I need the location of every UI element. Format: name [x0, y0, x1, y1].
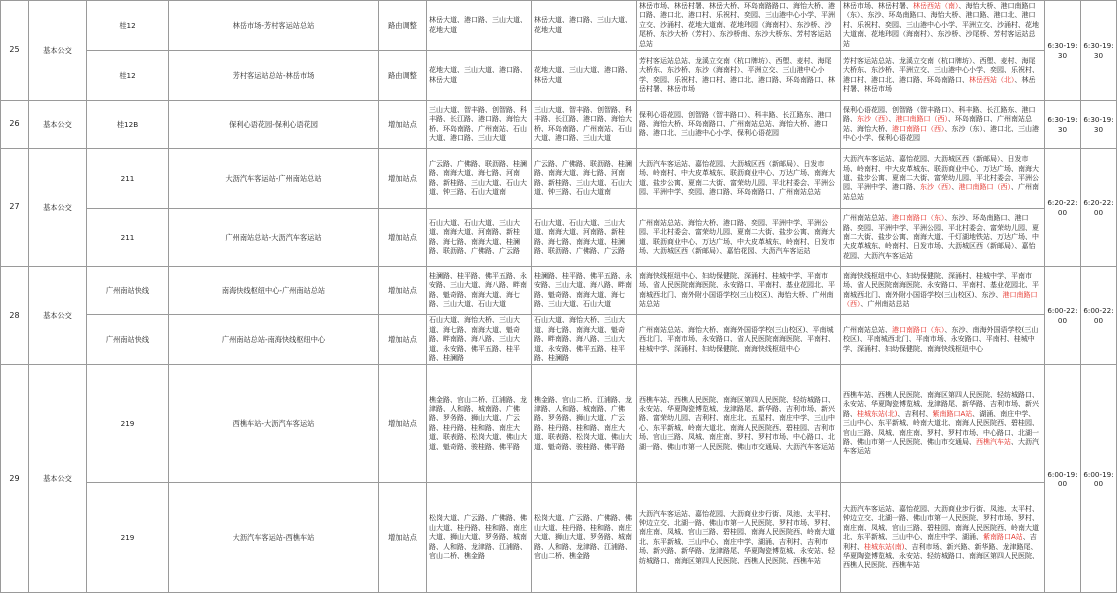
- line-name: 219: [87, 365, 169, 483]
- new-stop-highlight: 港口南路口（西）: [958, 183, 1011, 192]
- table-row: [1, 267, 1117, 315]
- stops-after: [841, 209, 1045, 267]
- stop-text: 、环岛南路口、广州南站总站、海怡大桥、: [843, 115, 1032, 133]
- service-time-before: 6:20-22:00: [1045, 149, 1081, 267]
- table-row: [1, 315, 1117, 365]
- new-stop-highlight: 港口南路口（东）: [892, 214, 945, 223]
- route-direction: 广州南站总站-南海快线枢纽中心: [169, 315, 379, 365]
- line-name: 219: [87, 483, 169, 593]
- new-stop-highlight: 桂城东站(南): [864, 542, 905, 551]
- table-row: [1, 1, 1117, 51]
- route-direction: 大沥汽车客运站-西樵车站: [169, 483, 379, 593]
- adjust-type: 增加站点: [379, 267, 427, 315]
- new-stop-highlight: 东沙（西）: [920, 183, 952, 192]
- roads-before: 樵金路、官山二桥、江浦路、龙津路、人和路、城南路、广佛路、罗务路、狮山大道、广云路、桂丹路、桂和路、南庄大道、联表路、松岗大道、佛山大道、魁奇路、骏桂路、佛平路: [427, 365, 532, 483]
- stops-after: [841, 51, 1045, 101]
- row-number: 29: [1, 365, 29, 593]
- bus-type: 基本公交: [29, 149, 87, 267]
- roads-after: 石山大道、石山大道、三山大道、南海大道、河南路、新桂路、海七路、南海大道、桂澜路、联沥路、广佛路、广云路: [532, 209, 637, 267]
- roads-after: 广云路、广佛路、联沥路、桂澜路、南海大道、海七路、河南路、新桂路、三山大道、石山大道、钟三路、石山大道南: [532, 149, 637, 209]
- table-row: [1, 149, 1117, 209]
- stops-before: 南海快线枢纽中心、妇幼保健院、深涌村、桂城中学、平南市场、省人民医院南海医院、永安路口、平南村、基业花园北、平南城西北门、南外附小国语学校(三山校区)、海怡大桥、广州南站总站: [637, 267, 841, 315]
- adjust-type: 增加站点: [379, 365, 427, 483]
- roads-before: 石山大道、石山大道、三山大道、南海大道、河南路、新桂路、海七路、南海大道、桂澜路、联沥路、广佛路、广云路: [427, 209, 532, 267]
- line-name: 广州南站快线: [87, 315, 169, 365]
- service-time-before: 6:30-19:30: [1045, 1, 1081, 101]
- stop-text: 、东沙、南海外国语学校(三山校区)、平南城西北门、平南市场、永安路口、平南村、桂城中学、深涌村、妇幼保健院、南海快线枢纽中心: [843, 325, 1039, 353]
- row-number: 26: [1, 101, 29, 149]
- stop-text: 广州南站总站、: [843, 214, 892, 223]
- stop-text: 大沥汽车客运站、嘉怡花园、大沥城区西（新邮局）、日发市场、岭南村、中大皮革城东、联沥商业中心、万达广场、南海大道、盐步公寓、夏南二大街、富荣幼儿园、平北村委会、平洲公园、平洲中学、港口路、: [843, 155, 1039, 192]
- stops-before: 芳村客运站总站、龙溪立交南（杭口牌坊）、西塱、麦村、海尾大桥东、东沙桥、东沙（海南村）、平洲立交、三山港中心小学、奕园、乐祝村、港口村、港口北、港口路、环岛南路口、林岳村署、林岳市场: [637, 51, 841, 101]
- roads-after: 花地大道、三山大道、港口路、林岳大道: [532, 51, 637, 101]
- table-row: [1, 101, 1117, 149]
- stop-text: 、: [951, 183, 959, 192]
- roads-before: 桂澜路、桂平路、佛平五路、永安路、三山大道、海八路、畔南路、魁奇路、南海大道、海七路、三山大道、石山大道: [427, 267, 532, 315]
- bus-type: 基本公交: [29, 365, 87, 593]
- stops-after: [841, 483, 1045, 593]
- stops-after: [841, 101, 1045, 149]
- stop-text: 西樵车站、西樵人民医院、南海区第四人民医院、轻纺城路口、永安站、华夏陶瓷博览城、龙津路尾、新华路、吉利市场、新兴路、: [843, 390, 1039, 418]
- route-direction: 保利心语花园-保利心语花园: [169, 101, 379, 149]
- roads-before: 松岗大道、广云路、广佛路、佛山大道、桂丹路、桂和路、南庄大道、狮山大道、罗务路、城南路、人和路、龙津路、江浦路、官山二桥、樵金路: [427, 483, 532, 593]
- stop-text: 、吉利村、: [897, 409, 933, 418]
- new-stop-highlight: 港口南路口（西）: [892, 124, 945, 133]
- service-time-before: 6:30-19:30: [1045, 101, 1081, 149]
- stop-text: 林岳市场、林岳村署、: [843, 2, 913, 10]
- adjust-type: 增加站点: [379, 483, 427, 593]
- new-stop-highlight: 港口南路口（西）: [843, 290, 1038, 309]
- stops-before: 广州南站总站、海怡大桥、南海外国语学校(三山校区)、平南城西北门、平南市场、永安路口、省人民医院南海医院、平南村、桂城中学、深涌村、妇幼保健院、南海快线枢纽中心: [637, 315, 841, 365]
- route-direction: 林岳市场-芳村客运站总站: [169, 1, 379, 51]
- new-stop-highlight: 林岳西站（北）: [969, 75, 1015, 84]
- bus-type: 基本公交: [29, 267, 87, 365]
- new-stop-highlight: 紫南路口A站: [932, 409, 973, 418]
- line-name: 211: [87, 209, 169, 267]
- bus-type: 基本公交: [29, 1, 87, 101]
- route-direction: 南海快线枢纽中心-广州南站总站: [169, 267, 379, 315]
- roads-before: 三山大道、智丰路、创智路、科丰路、长江路、港口路、海怡大桥、环岛南路、广州南站、石山大道、港口路、三山大道: [427, 101, 532, 149]
- service-time-after: 6:00-19:00: [1081, 365, 1117, 593]
- bus-type: 基本公交: [29, 101, 87, 149]
- roads-before: 广云路、广佛路、联沥路、桂澜路、南海大道、海七路、河南路、新桂路、三山大道、石山大道、钟三路、石山大道南: [427, 149, 532, 209]
- table-row: [1, 51, 1117, 101]
- stop-text: 、东沙、环岛南路口、港口路、奕园、平洲中学、平洲公园、平北村委会、富荣幼儿园、夏南二大街、盐步公寓、南海大道、千灯湖地铁站、万达广场、中大皮革城东、岭南村、日发市场、大沥城区西（新邮局）、嘉怡花园、大沥汽车客运站: [843, 214, 1039, 260]
- stops-after: [841, 1, 1045, 51]
- route-direction: 西樵车站-大沥汽车客运站: [169, 365, 379, 483]
- stop-text: 南海快线枢纽中心、妇幼保健院、深涌村、桂城中学、平南市场、省人民医院南海医院、永安路口、平南村、基业花园北、平南城西北门、南外附小国语学校(三山校区)、东沙、: [843, 271, 1039, 299]
- row-number: 28: [1, 267, 29, 365]
- stops-after: [841, 149, 1045, 209]
- stops-before: 广州南站总站、海怡大桥、港口路、奕园、平洲中学、平洲公园、平北村委会、富荣幼儿园、夏南二大街、盐步公寓、南海大道、联沥商业中心、万达广场、中大皮革城东、岭南村、日发市场、大沥城区西（新邮局）、嘉怡花园、大沥汽车客运站: [637, 209, 841, 267]
- service-time-after: 6:00-22:00: [1081, 267, 1117, 365]
- new-stop-highlight: 桂城东站(北): [857, 409, 898, 418]
- adjust-type: 增加站点: [379, 315, 427, 365]
- adjust-type: 增加站点: [379, 101, 427, 149]
- stop-text: 、: [888, 115, 896, 124]
- service-time-after: 6:20-22:00: [1081, 149, 1117, 267]
- stops-before: 大沥汽车客运站、嘉怡花园、大沥城区西（新邮局）、日发市场、岭南村、中大皮革城东、联沥商业中心、万达广场、南海大道、盐步公寓、夏南二大街、富荣幼儿园、平北村委会、平洲公园、平洲中学、奕园、港口路、环岛南路口、广州南站总站: [637, 149, 841, 209]
- stop-text: 、大沥汽车客运站: [843, 438, 1039, 456]
- stop-text: 、林岳村署、林岳市场: [843, 75, 1036, 94]
- line-name: 广州南站快线: [87, 267, 169, 315]
- stop-text: 保利心语花园、创智路（智丰路口）、科丰路、长江路东、港口路、: [843, 105, 1036, 124]
- roads-after: 松岗大道、广云路、广佛路、佛山大道、桂丹路、桂和路、南庄大道、狮山大道、罗务路、城南路、人和路、龙津路、江浦路、官山二桥、樵金路: [532, 483, 637, 593]
- adjust-type: 路由调整: [379, 51, 427, 101]
- stop-text: 、广州南站总站: [860, 300, 910, 309]
- new-stop-highlight: 东沙（西）: [857, 115, 889, 124]
- service-time-before: 6:00-19:00: [1045, 365, 1081, 593]
- row-number: 27: [1, 149, 29, 267]
- new-stop-highlight: 港口南路口（东）: [892, 325, 945, 334]
- roads-before: 石山大道、海怡大桥、三山大道、海七路、南海大道、魁奇路、畔南路、海八路、三山大道、永安路、佛平五路、桂平路、桂澜路: [427, 315, 532, 365]
- roads-before: 花地大道、三山大道、港口路、林岳大道: [427, 51, 532, 101]
- stops-before: 西樵车站、西樵人民医院、南海区第四人民医院、轻纺城路口、永安站、华夏陶瓷博览城、龙津路尾、新华路、吉利市场、新兴路、富荣幼儿园、吉利村、南庄北、五星村、南庄中学、三山中心、东平新城、岭南大道北、南海人民医院西、碧桂园、吉利市场、官山三路、凤城、南庄南、罗村、罗村市场、中心路口、北湖一路、佛山市第一人民医院、佛山市交通局、大沥汽车客运站: [637, 365, 841, 483]
- stops-after: [841, 315, 1045, 365]
- new-stop-highlight: 港口南路口（西）: [895, 115, 948, 124]
- stop-text: 、吉利市场、新兴路、新华路、龙津路尾、华夏陶瓷博览城、永安站、轻纺城路口、南海区第四人民医院、西樵人民医院、西樵车站: [843, 542, 1039, 570]
- stop-text: 、海怡大桥、港口南路口（东）、东沙、环岛南路口、海怡大桥、港口路、港口北、港口村、乐祝村、奕园、三山港中心小学、平洲立交、沙涌村、花地大道南、花地玮园（海南村）、东沙桥、沙尾桥、芳村客运站总站: [843, 2, 1039, 48]
- table-row: [1, 483, 1117, 593]
- table-body: [1, 1, 1117, 593]
- stops-after: [841, 365, 1045, 483]
- roads-after: 林岳大道、港口路、三山大道、花地大道: [532, 1, 637, 51]
- stop-text: 、广州南站总站: [843, 183, 1039, 201]
- table-row: [1, 365, 1117, 483]
- stop-text: 、吉利村、: [843, 533, 1037, 551]
- stop-text: 广州南站总站、: [843, 325, 892, 334]
- adjust-type: 路由调整: [379, 1, 427, 51]
- new-stop-highlight: 紫南路口A站: [983, 533, 1023, 542]
- line-name: 桂12B: [87, 101, 169, 149]
- route-direction: 芳村客运站总站-林岳市场: [169, 51, 379, 101]
- line-name: 桂12: [87, 51, 169, 101]
- route-direction: 广州南站总站-大沥汽车客运站: [169, 209, 379, 267]
- service-time-before: 6:00-22:00: [1045, 267, 1081, 365]
- stop-text: 芳村客运站总站、龙溪立交南（杭口牌坊）、西塱、麦村、海尾大桥东、东沙桥、平洲立交、三山港中心小学、奕园、乐祝村、港口村、港口北、港口路、环岛南路口、: [843, 56, 1039, 84]
- roads-before: 林岳大道、港口路、三山大道、花地大道: [427, 1, 532, 51]
- service-time-after: 6:30-19:30: [1081, 101, 1117, 149]
- stop-text: 、东沙（东）、港口北、三山港中心小学、保利心语花园: [843, 124, 1039, 143]
- stops-before: 保利心语花园、创智路（智丰路口）、科丰路、长江路东、港口路、海怡大桥、环岛南路口、广州南站总站、海怡大桥、港口路、港口北、三山港中心小学、保利心语花园: [637, 101, 841, 149]
- roads-after: 三山大道、智丰路、创智路、科丰路、长江路、港口路、海怡大桥、环岛南路、广州南站、石山大道、港口路、三山大道: [532, 101, 637, 149]
- adjust-type: 增加站点: [379, 149, 427, 209]
- stop-text: 、湖涌、南庄中学、三山中心、东平新城、岭南大道北、南海人民医院西、碧桂园、官山三路、凤城、南庄南、罗村、罗村市场、中心路口、北湖一路、佛山市第一人民医院、佛山市交通局、: [843, 409, 1039, 447]
- route-direction: 大沥汽车客运站-广州南站总站: [169, 149, 379, 209]
- row-number: 25: [1, 1, 29, 101]
- new-stop-highlight: 西樵汽车站: [976, 438, 1011, 447]
- stops-after: [841, 267, 1045, 315]
- new-stop-highlight: 林岳西站（南）: [913, 2, 959, 10]
- table-row: [1, 209, 1117, 267]
- roads-after: 樵金路、官山二桥、江浦路、龙津路、人和路、城南路、广佛路、罗务路、狮山大道、广云路、桂丹路、桂和路、南庄大道、联表路、松岗大道、佛山大道、魁奇路、骏桂路、佛平路: [532, 365, 637, 483]
- stop-text: 大沥汽车客运站、嘉怡花园、大沥商业步行街、凤池、太平村、钟边立交、北湖一路、佛山市第一人民医院、罗村市场、罗村、南庄南、凤城、官山三路、碧桂园、南海人民医院西、岭南大道北、东平新城、三山中心、南庄中学、湖涌、: [843, 504, 1039, 542]
- service-time-after: 6:30-19:30: [1081, 1, 1117, 101]
- roads-after: 桂澜路、桂平路、佛平五路、永安路、三山大道、海八路、畔南路、魁奇路、南海大道、海七路、三山大道、石山大道: [532, 267, 637, 315]
- stops-before: 大沥汽车客运站、嘉怡花园、大沥商业步行街、凤池、太平村、钟边立交、北湖一路、佛山市第一人民医院、罗村市场、罗村、南庄南、凤城、官山三路、碧桂园、南海人民医院西、岭南大道北、东平新城、三山中心、南庄中学、湖涌、吉利村、吉利市场、新兴路、新华路、龙津路尾、华夏陶瓷博览城、永安站、轻纺城路口、南海区第四人民医院、西樵人民医院、西樵车站: [637, 483, 841, 593]
- line-name: 211: [87, 149, 169, 209]
- roads-after: 石山大道、海怡大桥、三山大道、海七路、南海大道、魁奇路、畔南路、海八路、三山大道、永安路、佛平五路、桂平路、桂澜路: [532, 315, 637, 365]
- adjust-type: 增加站点: [379, 209, 427, 267]
- stops-before: 林岳市场、林岳村署、林岳大桥、环岛南路路口、海怡大桥、港口路、港口北、港口村、乐祝村、奕园、三山港中心小学、平洲立交、沙涌村、花地大道南、花地玮园（海南村）、东沙桥、沙尾桥、东沙大桥（芳村）、东沙桥南、东沙大桥东、芳村客运站总站: [637, 1, 841, 51]
- line-name: 桂12: [87, 1, 169, 51]
